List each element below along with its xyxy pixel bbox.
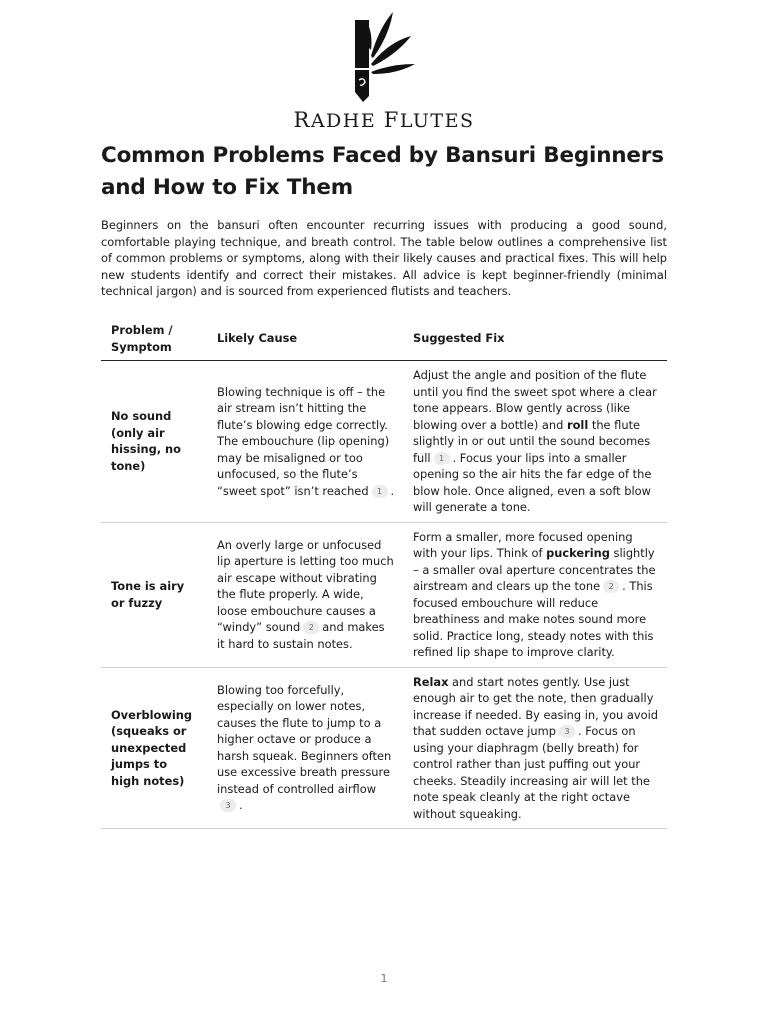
- citation-badge[interactable]: 2: [303, 621, 319, 634]
- citation-badge[interactable]: 1: [372, 485, 388, 498]
- table-row: [101, 522, 667, 667]
- cause-cell: Blowing too forcefully, especially on lower notes, causes the flute to jump to a higher octave or produce a harsh squeak. Beginners often use excessive breath pressure instead of controlled airflow3 .: [207, 667, 403, 829]
- fix-cell: Relax and start notes gently. Use just enough air to get the note, then gradually increase if needed. By easing in, you avoid that sudden octave jump 3 . Focus on using your diaphragm (belly breath) for control rather than just puffing out your cheeks. Steadily increasing air will let the note speak cleanly at the right octave without squeaking.: [403, 667, 667, 829]
- brand-name: RADHE FLUTES: [293, 108, 475, 132]
- fix-cell: Adjust the angle and position of the flute until you find the sweet spot where a clear tone appears. Blow gently across (like blowing over a bottle) and roll the flute slightly in or out until the sound becomes full 1 . Focus your lips into a smaller opening so the air hits the far edge of the blow hole. Once aligned, even a soft blow will generate a tone.: [403, 361, 667, 523]
- page-number: 1: [380, 972, 388, 985]
- symptom-cell: No sound (only air hissing, no tone): [101, 361, 207, 523]
- table-row: [101, 667, 667, 829]
- header-symptom: Problem / Symptom: [101, 318, 207, 361]
- cause-cell: An overly large or unfocused lip aperture is letting too much air escape without vibrating the flute properly. A wide, loose embouchure causes a “windy” sound 2 and makes it hard to sustain notes.: [207, 522, 403, 667]
- cause-cell: Blowing technique is off – the air stream isn’t hitting the flute’s blowing edge correctly. The embouchure (lip opening) may be misaligned or too unfocused, so the flute’s “sweet spot” isn’t reached 1 .: [207, 361, 403, 523]
- bamboo-flute-icon: [349, 8, 419, 104]
- symptom-cell: Overblowing (squeaks or unexpected jumps to high notes): [101, 667, 207, 829]
- table-header-row: [101, 318, 667, 361]
- page-title: Common Problems Faced by Bansuri Beginners and How to Fix Them: [101, 143, 664, 200]
- logo: [0, 8, 768, 132]
- symptom-cell: Tone is airy or fuzzy: [101, 522, 207, 667]
- problems-table: [101, 318, 667, 829]
- citation-badge[interactable]: 1: [434, 452, 450, 465]
- citation-badge[interactable]: 2: [603, 580, 619, 593]
- header-cause: Likely Cause: [207, 318, 403, 361]
- table-row: [101, 361, 667, 523]
- intro-paragraph: Beginners on the bansuri often encounter recurring issues with producing a good sound, comfortable playing technique, and breath control. The table below outlines a comprehensive list of common problems or symptoms, along with their likely causes and practical fixes. This will help new students identify and correct their mistakes. All advice is kept beginner-friendly (minimal technical jargon) and is sourced from experienced flutists and teachers.: [101, 218, 667, 299]
- header-fix: Suggested Fix: [403, 318, 667, 361]
- fix-cell: Form a smaller, more focused opening with your lips. Think of puckering slightly – a smaller oval aperture concentrates the airstream and clears up the tone 2 . This focused embouchure will reduce breathiness and make notes sound more solid. Practice long, steady notes with this refined lip shape to improve clarity.: [403, 522, 667, 667]
- citation-badge[interactable]: 3: [220, 799, 236, 812]
- citation-badge[interactable]: 3: [559, 725, 575, 738]
